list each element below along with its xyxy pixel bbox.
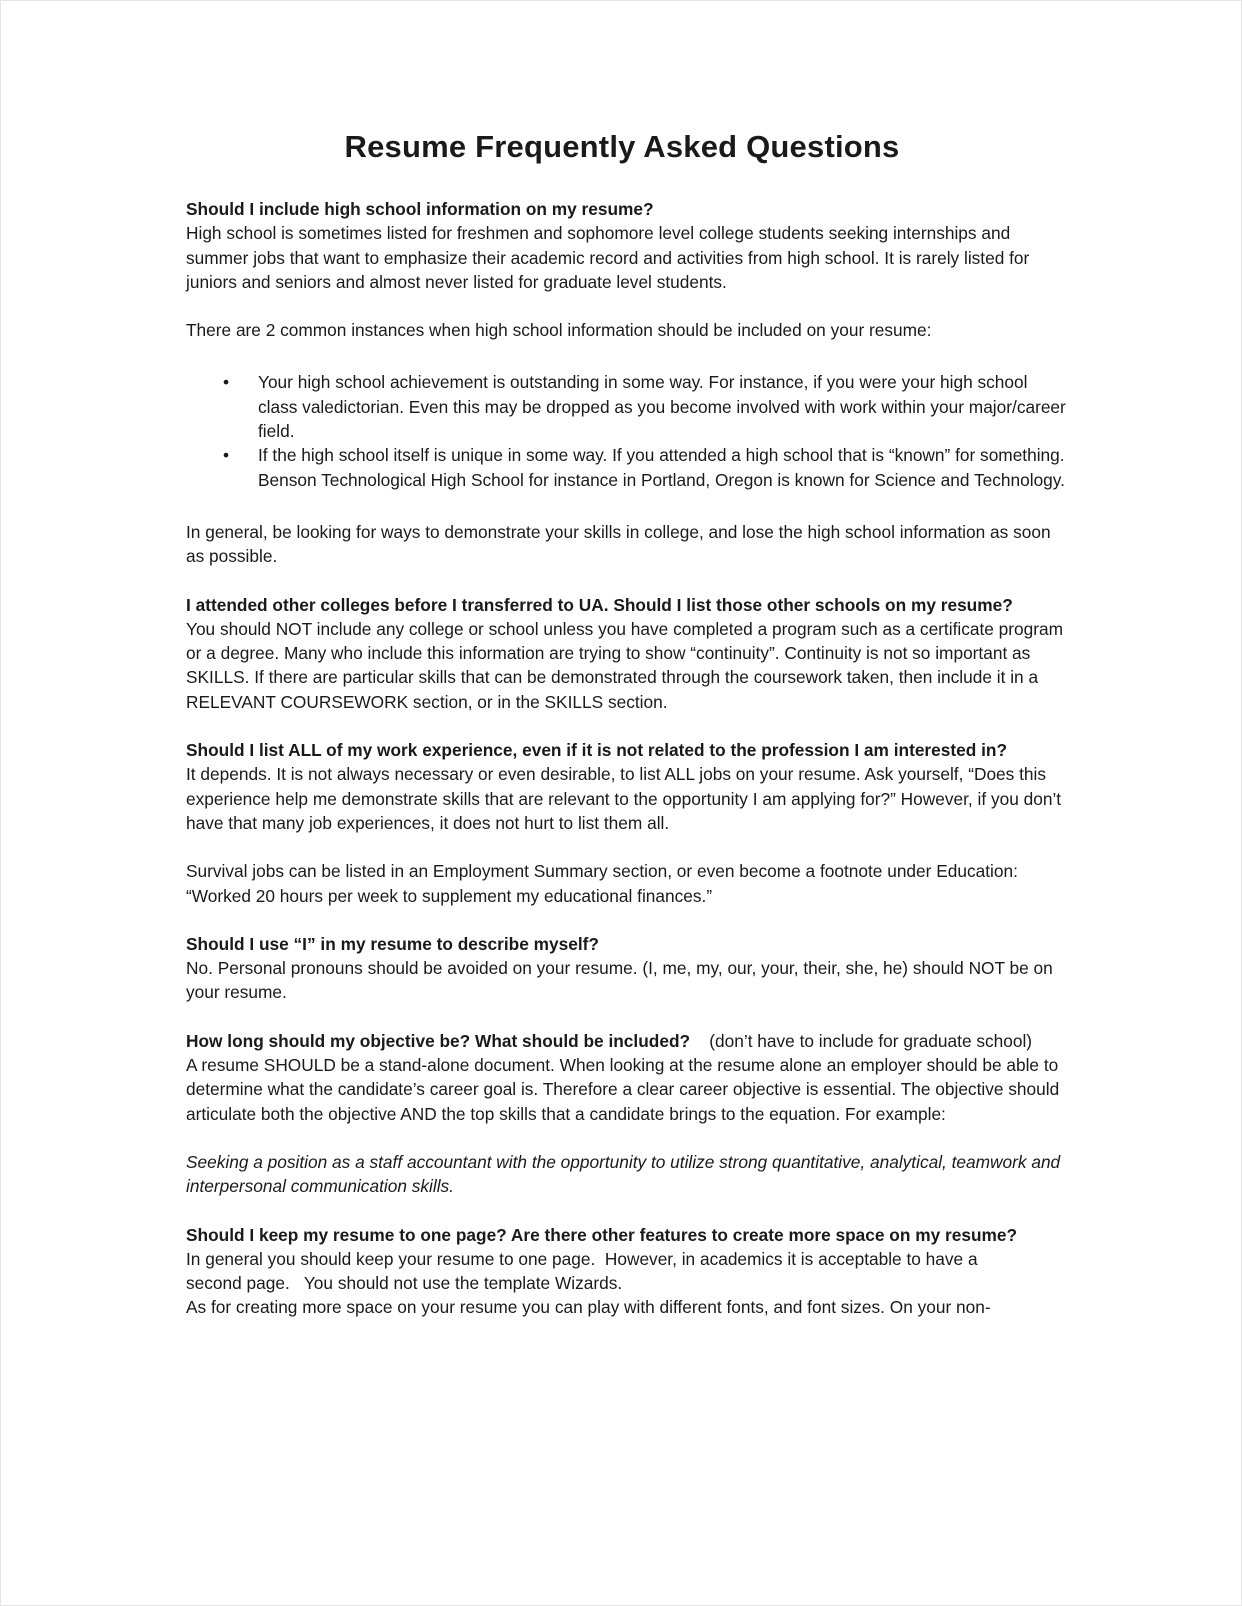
faq-answer-paragraph: You should NOT include any college or school unless you have completed a program such as a certificate program or a degree. Many who include this information are trying to show “continuity”. Continuity is not so important as SKILLS. If there are particular skills that can be demonstrated through the coursework taken, then include it in a RELEVANT COURSEWORK section, or in the SKILLS section. bbox=[186, 618, 1064, 712]
faq-section-objective bbox=[186, 1029, 1066, 1199]
faq-answer-paragraph: It depends. It is not always necessary or even desirable, to list ALL jobs on your resume. Ask yourself, “Does this experience help me demonstrate skills that are relevant to the opportunity I am applying for?” However, if you don’t have that many job experiences, it does not hurt to list them all. bbox=[186, 764, 1062, 833]
faq-answer-paragraph: Survival jobs can be listed in an Employment Summary section, or even become a footnote under Education: “Worked 20 hours per week to supplement my educational finances.” bbox=[186, 861, 1018, 906]
faq-answer-paragraph: No. Personal pronouns should be avoided on your resume. (I, me, my, our, your, their, she, he) should NOT be on your resume. bbox=[186, 958, 1053, 1003]
faq-answer-line: second page. You should not use the template Wizards. bbox=[186, 1273, 623, 1294]
faq-answer-line: As for creating more space on your resume you can play with different fonts, and font sizes. On your non- bbox=[186, 1297, 991, 1318]
bullet-list bbox=[186, 370, 1066, 491]
faq-question: Should I keep my resume to one page? Are there other features to create more space on my resume? bbox=[186, 1224, 1018, 1245]
document-title: Resume Frequently Asked Questions bbox=[344, 129, 900, 164]
faq-section-personal-pronouns bbox=[186, 932, 1066, 1005]
faq-section-work-experience bbox=[186, 738, 1066, 908]
document-body bbox=[186, 197, 1066, 1320]
bullet-text: If the high school itself is unique in some way. If you attended a high school that is “known” for something. Benson Technological High School for instance in Portland, Oregon is known for Science and Technology. bbox=[258, 445, 1065, 490]
faq-question: Should I list ALL of my work experience, even if it is not related to the profession I am interested in? bbox=[186, 740, 1008, 761]
faq-section-one-page bbox=[186, 1223, 1066, 1320]
faq-question: I attended other colleges before I transferred to UA. Should I list those other schools on my resume? bbox=[186, 594, 1013, 615]
faq-answer-paragraph: There are 2 common instances when high school information should be included on your resume: bbox=[186, 320, 932, 341]
bullet-dot-icon: • bbox=[223, 372, 230, 393]
faq-question-note: (don’t have to include for graduate school) bbox=[709, 1030, 1033, 1051]
objective-example: Seeking a position as a staff accountant with the opportunity to utilize strong quantitative, analytical, teamwork and interpersonal communication skills. bbox=[186, 1151, 1061, 1197]
bullet-text: Your high school achievement is outstanding in some way. For instance, if you were your high school class valedictorian. Even this may be dropped as you become involved with work within your major/career field. bbox=[258, 372, 1066, 442]
faq-question: How long should my objective be? What should be included? bbox=[186, 1030, 691, 1051]
faq-answer-paragraph: A resume SHOULD be a stand-alone document. When looking at the resume alone an employer should be able to determine what the candidate’s career goal is. Therefore a clear career objective is essential. The objective should articulate both the objective AND the top skills that a candidate brings to the equation. For example: bbox=[186, 1055, 1060, 1124]
faq-section-high-school bbox=[186, 197, 1066, 569]
faq-answer-line: In general you should keep your resume to one page. However, in academics it is acceptable to have a bbox=[186, 1248, 978, 1269]
faq-question-line bbox=[186, 1029, 1066, 1053]
faq-answer-paragraph: High school is sometimes listed for freshmen and sophomore level college students seeking internships and summer jobs that want to emphasize their academic record and activities from high school. It is rarely listed for juniors and seniors and almost never listed for graduate level students. bbox=[186, 223, 1030, 292]
bullet-item bbox=[186, 443, 1066, 492]
faq-question: Should I use “I” in my resume to describe myself? bbox=[186, 933, 599, 954]
faq-section-other-colleges bbox=[186, 593, 1066, 714]
bullet-item bbox=[186, 370, 1066, 443]
bullet-dot-icon: • bbox=[223, 445, 230, 466]
faq-answer-paragraph: In general, be looking for ways to demonstrate your skills in college, and lose the high school information as soon as possible. bbox=[186, 521, 1051, 567]
faq-question: Should I include high school information on my resume? bbox=[186, 199, 654, 219]
